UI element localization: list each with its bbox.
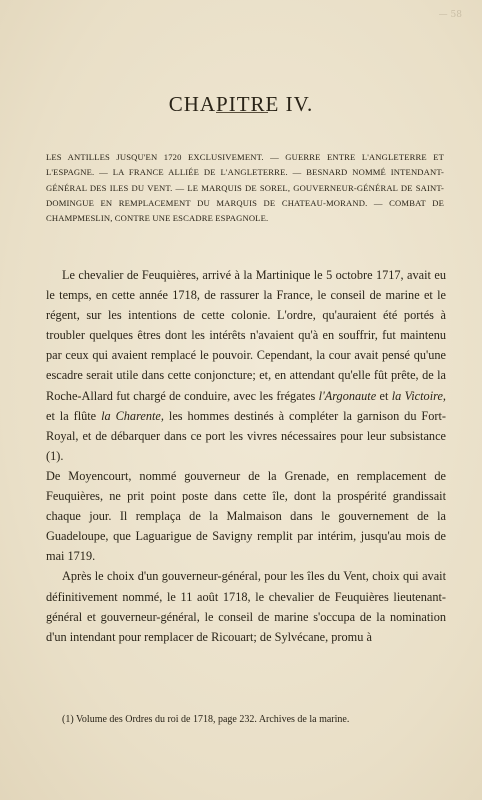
ship-name-charente: la Charente, <box>101 408 164 423</box>
paragraph-1 <box>46 265 446 466</box>
body-text <box>46 265 446 647</box>
paragraph-1-part-b: et <box>376 388 392 403</box>
footnote: (1) Volume des Ordres du roi de 1718, page 232. Archives de la marine. <box>62 714 350 725</box>
paragraph-3: Après le choix d'un gouverneur-général, pour les îles du Vent, choix qui avait définitivement nommé, le 11 août 1718, le chevalier de Feuquières lieutenant-général et gouverneur-général, le conseil de marine s'occupa de la nomination d'un intendant pour remplacer de Ricouart; de Sylvécane, promu à <box>46 569 446 644</box>
paragraph-1-part-d: les hommes destinés à compléter la garnison du Fort-Royal, et de débarquer dans ce port les vivres nécessaires pour leur subsistance (1). <box>46 408 446 463</box>
chapter-summary: LES ANTILLES JUSQU'EN 1720 EXCLUSIVEMENT. — GUERRE ENTRE L'ANGLETERRE ET L'ESPAGNE. — LA FRANCE ALLIÉE DE L'ANGLETERRE. — BESNARD NOMMÉ INTENDANT-GÉNÉRAL DES ILES DU VENT. — LE MARQUIS DE SOREL, GOUVERNEUR-GÉNÉRAL DE SAINT-DOMINGUE EN REMPLACEMENT DU MARQUIS DE CHATEAU-MORAND. — COMBAT DE CHAMPMESLIN, CONTRE UNE ESCADRE ESPAGNOLE. <box>46 152 444 224</box>
title-rule <box>216 112 268 113</box>
paragraph-1-part-c: et la flûte <box>46 408 102 423</box>
chapter-title: CHAPITRE IV. <box>168 92 314 117</box>
ship-name-victoire: la Victoire, <box>391 388 446 403</box>
page-number: — 58 <box>438 10 462 20</box>
paragraph-2: De Moyencourt, nommé gouverneur de la Grenade, en remplacement de Feuquières, ne prit point poste dans cette île, dont la prospérité grandissait chaque jour. Il remplaça de la Malmaison dans le gouvernement de la Guadeloupe, que Laguarigue de Savigny remplit par intérim, jusqu'au mois de mai 1719. <box>46 468 446 564</box>
ship-name-argonaute: l'Argonaute <box>318 388 377 403</box>
paragraph-1-part-a: Le chevalier de Feuquières, arrivé à la Martinique le 5 octobre 1717, avait eu le temps, en cette année 1718, de rassurer la France, le conseil de marine et le régent, sur les intentions de cette colonie. L'ordre, qu'auraient été portés à troubler quelques êtres dont les intérêts n'avaient qu'à en souffrir, fut maintenu par ceux qui avaient remplacé le pouvoir. Cependant, la cour avait pensé qu'une escadre serait utile dans cette conjoncture; et, en attendant qu'elle fût prête, de la Roche-Allard fut chargé de conduire, avec les frégates <box>46 268 446 403</box>
